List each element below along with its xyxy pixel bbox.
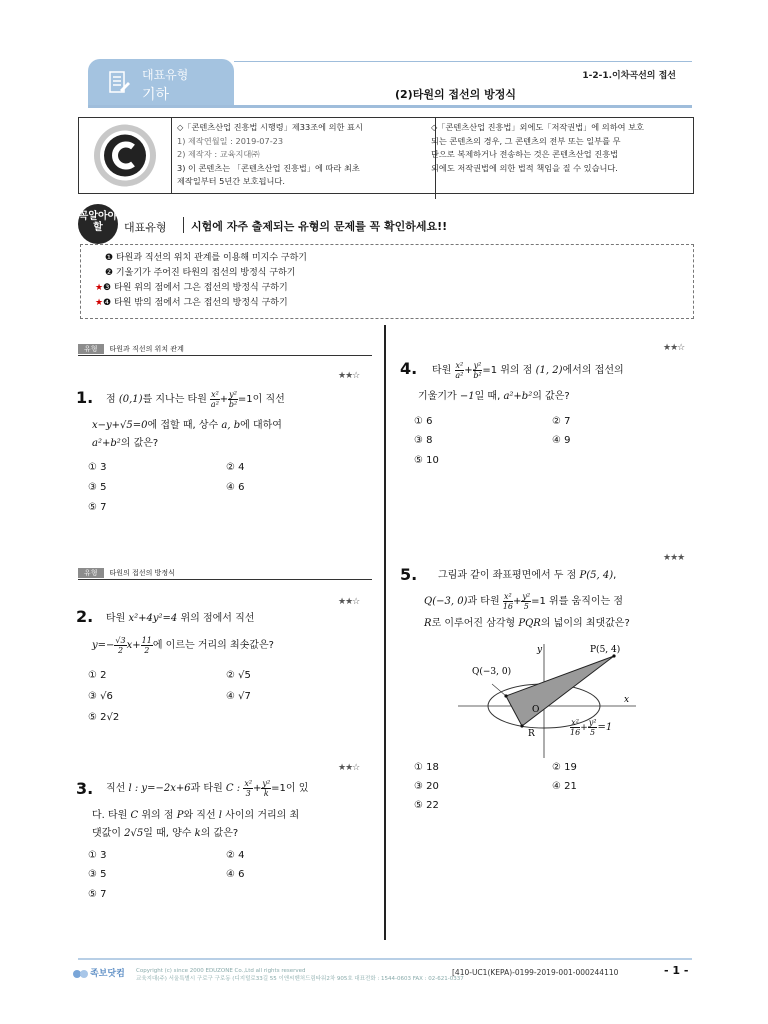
question-number: 5. bbox=[400, 565, 418, 584]
section-tag: 유형 bbox=[78, 344, 104, 354]
divider bbox=[183, 217, 184, 233]
question-4-text: 타원 $\frac{\text{x²}}{\text{a²}}$ + $\frac{\text{y²}}{\text{b²}}$ =1 위의 점 (1, 2)에서의 접선의 bbox=[432, 360, 624, 380]
answer-option[interactable]: ④ 6 bbox=[226, 482, 245, 493]
section-label: 타원의 접선의 방정식 bbox=[109, 569, 175, 577]
type-list-box bbox=[80, 244, 694, 319]
subject-label: 기하 bbox=[142, 87, 170, 103]
question-number: 1. bbox=[76, 388, 94, 407]
notice-line: ◇「콘텐츠산업 진흥법 시행령」제33조에 의한 표시 bbox=[177, 122, 363, 132]
answer-option[interactable]: ③ 5 bbox=[88, 482, 107, 493]
badge-text: 꼭알아야할 bbox=[78, 211, 118, 233]
triangle-pqr bbox=[506, 656, 614, 726]
answer-option[interactable]: ③ 8 bbox=[414, 435, 433, 446]
type-item: ★❸ 타원 위의 점에서 그은 접선의 방정식 구하기 bbox=[95, 283, 288, 293]
ellipse-equation-label: $\frac{\text{x²}}{16}$ + $\frac{\text{y²}}{5}$ =1 bbox=[570, 718, 613, 737]
daepyo-message: 시험에 자주 출제되는 유형의 문제를 꼭 확인하세요!! bbox=[191, 220, 448, 233]
answer-option[interactable]: ② 7 bbox=[552, 416, 571, 427]
question-2-text-cont: y=− $\frac{√3}{2}$ x+ $\frac{11}{2}$ 에 이르는 거리의 최솟값은? bbox=[92, 635, 274, 655]
notice-line: 2) 제작자 : 교육지대㈜ bbox=[177, 149, 260, 160]
answer-option[interactable]: ⑤ 10 bbox=[414, 455, 439, 466]
answer-option[interactable]: ① 18 bbox=[414, 762, 439, 773]
notice-line: 제작일부터 5년간 보호됩니다. bbox=[177, 176, 285, 187]
notice-line: 외에도 저작권법에 의한 법적 책임을 질 수 있습니다. bbox=[431, 162, 618, 173]
label-r: R bbox=[528, 729, 535, 739]
question-5-text-cont: Q(−3, 0)과 타원 $\frac{\text{x²}}{16}$ + $\frac{\text{y²}}{5}$ =1 위를 움직이는 점 R로 이루어진 삼각형 PQR의 넓이의 최댓값은? bbox=[424, 591, 630, 629]
type-item: ❷ 기울기가 주어진 타원의 접선의 방정식 구하기 bbox=[105, 268, 296, 278]
question-1-text: 점 (0,1)를 지나는 타원 $\frac{\text{x²}}{\text{a²}}$ + $\frac{\text{y²}}{\text{b²}}$ =1이 직선 bbox=[106, 389, 285, 409]
question-number: 4. bbox=[400, 359, 418, 378]
answer-option[interactable]: ⑤ 7 bbox=[88, 502, 107, 513]
question-2-text: 타원 x²+4y²=4 위의 점에서 직선 bbox=[106, 613, 255, 624]
question-3-text-cont: 다. 타원 C 위의 점 P와 직선 l 사이의 거리의 최 댓값이 2√5일 때, 양수 k의 값은? bbox=[92, 810, 300, 839]
question-4-text-cont: 기울기가 −1일 때, a²+b²의 값은? bbox=[418, 391, 570, 402]
question-5-text: 그림과 같이 좌표평면에서 두 점 P(5, 4), bbox=[438, 570, 617, 581]
header-top-line bbox=[234, 61, 692, 62]
answer-option[interactable]: ① 2 bbox=[88, 670, 107, 681]
ellipse-figure bbox=[452, 640, 642, 760]
footer-copyright bbox=[136, 967, 464, 983]
answer-option[interactable]: ④ 6 bbox=[226, 869, 245, 880]
section-tag: 유형 bbox=[78, 568, 104, 578]
type-item: ❶ 타원과 직선의 위치 관계를 이용해 미지수 구하기 bbox=[105, 253, 307, 263]
label-q: Q(−3, 0) bbox=[472, 667, 512, 677]
question-number: 2. bbox=[76, 607, 94, 626]
document-list-icon bbox=[108, 70, 132, 104]
question-3-text: 직선 l : y=−2x+6과 타원 C : $\frac{\text{x²}}{3}$ + $\frac{\text{y²}}{k}$ =1이 있 bbox=[106, 778, 309, 798]
answer-option[interactable]: ① 6 bbox=[414, 416, 433, 427]
page-number: - 1 - bbox=[664, 964, 689, 977]
label-y: y bbox=[537, 645, 543, 655]
document-id: [410-UC1(KEPA)-0199-2019-001-000244110 bbox=[452, 968, 619, 977]
answer-option[interactable]: ④ 21 bbox=[552, 781, 577, 792]
notice-line: 되는 콘텐츠의 경우, 그 콘텐츠의 전부 또는 일부를 무 bbox=[431, 135, 621, 146]
header-bar bbox=[88, 105, 692, 108]
question-1-text-cont: x−y+√5=0에 접할 때, 상수 a, b에 대하여 a²+b²의 값은? bbox=[92, 420, 282, 449]
unit-code: 1-2-1.이차곡선의 접선 bbox=[582, 71, 676, 81]
answer-option[interactable]: ④ √7 bbox=[226, 691, 251, 702]
column-divider bbox=[384, 325, 386, 940]
difficulty-stars: ★★☆ bbox=[663, 343, 685, 353]
notice-line: 단으로 복제하거나 전송하는 것은 콘텐츠산업 진흥법 bbox=[431, 149, 619, 160]
difficulty-stars: ★★☆ bbox=[338, 597, 360, 607]
label-o: O bbox=[532, 705, 540, 715]
must-know-badge bbox=[78, 204, 118, 244]
copyright-box bbox=[78, 117, 694, 194]
difficulty-stars: ★★☆ bbox=[338, 763, 360, 773]
section-header bbox=[78, 344, 372, 356]
copyright-notice-right bbox=[426, 118, 702, 199]
logo-icon bbox=[72, 967, 90, 981]
answer-option[interactable]: ① 3 bbox=[88, 850, 107, 861]
answer-option[interactable]: ③ 20 bbox=[414, 781, 439, 792]
answer-option[interactable]: ② √5 bbox=[226, 670, 251, 681]
difficulty-stars: ★★★ bbox=[663, 553, 685, 563]
daepyo-label: 대표유형 bbox=[124, 221, 167, 234]
answer-option[interactable]: ③ √6 bbox=[88, 691, 113, 702]
section-label: 타원과 직선의 위치 관계 bbox=[109, 345, 184, 353]
label-x: x bbox=[624, 695, 630, 705]
notice-line: ◇「콘텐츠산업 진흥법」외에도「저작권법」에 의하여 보호 bbox=[431, 122, 644, 132]
copyright-logo-cell bbox=[79, 118, 172, 193]
answer-option[interactable]: ⑤ 7 bbox=[88, 889, 107, 900]
answer-option[interactable]: ⑤ 22 bbox=[414, 800, 439, 811]
notice-line: 3) 이 콘텐츠는 「콘텐츠산업 진흥법」에 따라 최초 bbox=[177, 162, 360, 173]
answer-option[interactable]: ② 19 bbox=[552, 762, 577, 773]
question-number: 3. bbox=[76, 779, 94, 798]
type-item: ★❹ 타원 밖의 점에서 그은 접선의 방정식 구하기 bbox=[95, 298, 288, 308]
answer-option[interactable]: ② 4 bbox=[226, 462, 245, 473]
section-header bbox=[78, 568, 372, 580]
footer-logo bbox=[72, 966, 125, 981]
copyright-line: Copyright (c) since 2000 EDUZONE Co.,Ltd all rights reserved bbox=[136, 968, 306, 974]
difficulty-stars: ★★☆ bbox=[338, 371, 360, 381]
category-label: 대표유형 bbox=[142, 68, 189, 82]
answer-option[interactable]: ③ 5 bbox=[88, 869, 107, 880]
logo-text: 족보닷컴 bbox=[90, 969, 125, 979]
answer-option[interactable]: ② 4 bbox=[226, 850, 245, 861]
page-title: (2)타원의 접선의 방정식 bbox=[395, 88, 517, 101]
notice-line: 1) 제작연월일 : 2019-07-23 bbox=[177, 135, 284, 146]
copyright-line: 교육지대(주) 서울특별시 구로구 구로동 (디지털로33길 55 이앤씨벤처드림타워2차 905호 대표전화 : 1544-0603 FAX : 02-621-0337 bbox=[136, 976, 464, 982]
copyright-notice-left bbox=[172, 118, 436, 199]
footer-line bbox=[78, 958, 692, 960]
answer-option[interactable]: ④ 9 bbox=[552, 435, 571, 446]
answer-option[interactable]: ⑤ 2√2 bbox=[88, 712, 120, 723]
copyright-c-icon bbox=[79, 118, 171, 193]
label-p: P(5, 4) bbox=[590, 645, 621, 655]
answer-option[interactable]: ① 3 bbox=[88, 462, 107, 473]
